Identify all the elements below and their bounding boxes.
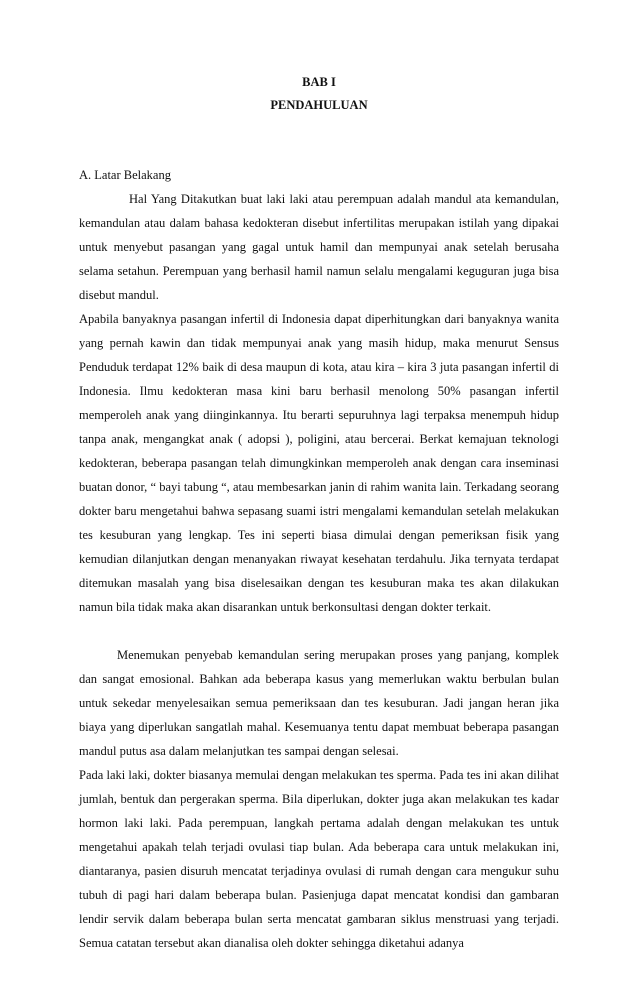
section-heading: A. Latar Belakang: [79, 168, 171, 182]
chapter-title: PENDAHULUAN: [270, 98, 368, 112]
chapter-number: BAB I: [302, 75, 336, 89]
paragraph: Hal Yang Ditakutkan buat laki laki atau perempuan adalah mandul ata kemandulan, kemandulan atau dalam bahasa kedokteran disebut infertilitas merupakan istilah yang dipakai untuk menyebut pasangan yang gagal untuk hamil dan mempunyai anak setelah berusaha selama setahun. Perempuan yang berhasil hamil namun selalu mengalami keguguran juga bisa disebut mandul.: [79, 192, 559, 302]
paragraph-gap: [79, 619, 559, 643]
body-text: [79, 163, 559, 955]
paragraph: Apabila banyaknya pasangan infertil di Indonesia dapat diperhitungkan dari banyaknya wanita yang pernah kawin dan tidak mempunyai anak yang masih hidup, maka menurut Sensus Penduduk terdapat 12% baik di desa maupun di kota, atau kira – kira 3 juta pasangan infertil di Indonesia. Ilmu kedokteran masa kini baru berhasil menolong 50% pasangan infertil memperoleh anak yang diinginkannya. Itu berarti sepuruhnya lagi terpaksa menempuh hidup tanpa anak, mengangkat anak ( adopsi ), poligini, atau bercerai. Berkat kemajuan teknologi kedokteran, beberapa pasangan telah dimungkinkan memperoleh anak dengan cara inseminasi buatan donor, “ bayi tabung “, atau membesarkan janin di rahim wanita lain. Terkadang seorang dokter baru mengetahui bahwa sepasang suami istri mengalami kemandulan setelah melakukan tes kesuburan yang lengkap. Tes ini seperti biasa dimulai dengan pemeriksan fisik yang kemudian dilanjutkan dengan menanyakan riwayat kesehatan terdahulu. Jika ternyata terdapat ditemukan masalah yang bisa diselesaikan dengan tes kesuburan maka tes akan dilakukan namun bila tidak maka akan disarankan untuk berkonsultasi dengan dokter terkait.: [79, 312, 559, 614]
paragraph: Pada laki laki, dokter biasanya memulai dengan melakukan tes sperma. Pada tes ini akan dilihat jumlah, bentuk dan pergerakan sperma. Bila diperlukan, dokter juga akan melakukan tes kadar hormon laki laki. Pada perempuan, langkah pertama adalah dengan melakukan tes untuk mengetahui apakah telah terjadi ovulasi tiap bulan. Ada beberapa cara untuk melakukan ini, diantaranya, pasien disuruh mencatat terjadinya ovulasi di rumah dengan cara mengukur suhu tubuh di pagi hari dalam beberapa bulan. Pasienjuga dapat mencatat kondisi dan gambaran lendir servik dalam beberapa bulan serta mencatat gambaran siklus menstruasi yang terjadi. Semua catatan tersebut akan dianalisa oleh dokter sehingga diketahui adanya: [79, 768, 559, 950]
paragraph: Menemukan penyebab kemandulan sering merupakan proses yang panjang, komplek dan sangat emosional. Bahkan ada beberapa kasus yang memerlukan waktu berbulan bulan untuk sekedar menyelesaikan semua pemeriksaan dan tes kesuburan. Jadi jangan heran jika biaya yang diperlukan sangatlah mahal. Kesemuanya tentu dapat membuat beberapa pasangan mandul putus asa dalam melanjutkan tes sampai dengan selesai.: [79, 648, 559, 758]
